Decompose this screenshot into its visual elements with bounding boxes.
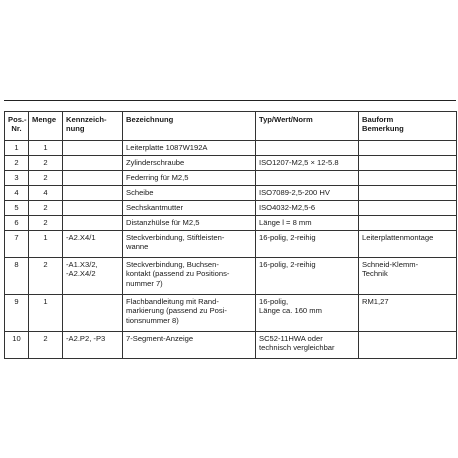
- cell-pos: 3: [5, 171, 29, 186]
- cell-menge: 2: [29, 258, 63, 295]
- header-kennzeichnung: Kennzeich- nung: [63, 112, 123, 141]
- cell-kennzeichnung: [63, 201, 123, 216]
- table-row: [5, 216, 457, 231]
- cell-menge: 1: [29, 295, 63, 332]
- cell-menge: 2: [29, 156, 63, 171]
- cell-kennzeichnung: -A1.X3/2, -A2.X4/2: [63, 258, 123, 295]
- cell-menge: 1: [29, 231, 63, 258]
- cell-bezeichnung: Distanzhülse für M2,5: [123, 216, 256, 231]
- cell-pos: 9: [5, 295, 29, 332]
- header-bauform: Bauform Bemerkung: [359, 112, 457, 141]
- cell-pos: 10: [5, 332, 29, 359]
- table-header-row: [5, 112, 457, 141]
- cell-bauform: [359, 156, 457, 171]
- cell-kennzeichnung: [63, 156, 123, 171]
- cell-bauform: RM1,27: [359, 295, 457, 332]
- cell-typ: 16-polig, 2-reihig: [256, 258, 359, 295]
- cell-typ: [256, 171, 359, 186]
- cell-bauform: Schneid-Klemm- Technik: [359, 258, 457, 295]
- cell-pos: 7: [5, 231, 29, 258]
- cell-bezeichnung: Steckverbindung, Stiftleisten- wanne: [123, 231, 256, 258]
- table-row: [5, 231, 457, 258]
- table-row: [5, 258, 457, 295]
- cell-pos: 2: [5, 156, 29, 171]
- cell-bezeichnung: 7-Segment-Anzeige: [123, 332, 256, 359]
- cell-typ: 16-polig, Länge ca. 160 mm: [256, 295, 359, 332]
- header-pos: Pos.- Nr.: [5, 112, 29, 141]
- cell-bezeichnung: Steckverbindung, Buchsen- kontakt (passend zu Positions- nummer 7): [123, 258, 256, 295]
- table-row: [5, 141, 457, 156]
- cell-bezeichnung: Federring für M2,5: [123, 171, 256, 186]
- cell-pos: 1: [5, 141, 29, 156]
- cell-bauform: [359, 186, 457, 201]
- header-bezeichnung: Bezeichnung: [123, 112, 256, 141]
- cell-bauform: [359, 201, 457, 216]
- cell-kennzeichnung: -A2.P2, -P3: [63, 332, 123, 359]
- top-rule: [4, 100, 456, 101]
- cell-kennzeichnung: [63, 141, 123, 156]
- cell-menge: 2: [29, 201, 63, 216]
- table-row: [5, 295, 457, 332]
- cell-bezeichnung: Leiterplatte 1087W192A: [123, 141, 256, 156]
- cell-kennzeichnung: -A2.X4/1: [63, 231, 123, 258]
- parts-list-table: [4, 111, 457, 359]
- cell-typ: ISO4032-M2,5-6: [256, 201, 359, 216]
- cell-typ: SC52-11HWA oder technisch vergleichbar: [256, 332, 359, 359]
- cell-menge: 2: [29, 332, 63, 359]
- cell-typ: 16-polig, 2-reihig: [256, 231, 359, 258]
- cell-bauform: Leiterplattenmontage: [359, 231, 457, 258]
- cell-bauform: [359, 171, 457, 186]
- cell-pos: 6: [5, 216, 29, 231]
- cell-bauform: [359, 216, 457, 231]
- table-row: [5, 186, 457, 201]
- cell-bezeichnung: Sechskantmutter: [123, 201, 256, 216]
- cell-typ: ISO1207-M2,5 × 12-5.8: [256, 156, 359, 171]
- table-row: [5, 171, 457, 186]
- cell-menge: 4: [29, 186, 63, 201]
- cell-pos: 4: [5, 186, 29, 201]
- cell-typ: ISO7089-2,5-200 HV: [256, 186, 359, 201]
- cell-bezeichnung: Scheibe: [123, 186, 256, 201]
- cell-menge: 1: [29, 141, 63, 156]
- table-row: [5, 201, 457, 216]
- cell-bauform: [359, 141, 457, 156]
- header-typ: Typ/Wert/Norm: [256, 112, 359, 141]
- cell-menge: 2: [29, 171, 63, 186]
- cell-bezeichnung: Flachbandleitung mit Rand- markierung (passend zu Posi- tionsnummer 8): [123, 295, 256, 332]
- cell-kennzeichnung: [63, 186, 123, 201]
- cell-bauform: [359, 332, 457, 359]
- cell-kennzeichnung: [63, 171, 123, 186]
- cell-kennzeichnung: [63, 216, 123, 231]
- cell-typ: Länge l = 8 mm: [256, 216, 359, 231]
- cell-kennzeichnung: [63, 295, 123, 332]
- cell-pos: 8: [5, 258, 29, 295]
- cell-typ: [256, 141, 359, 156]
- table-row: [5, 332, 457, 359]
- cell-menge: 2: [29, 216, 63, 231]
- header-menge: Menge: [29, 112, 63, 141]
- cell-bezeichnung: Zylinderschraube: [123, 156, 256, 171]
- table-row: [5, 156, 457, 171]
- cell-pos: 5: [5, 201, 29, 216]
